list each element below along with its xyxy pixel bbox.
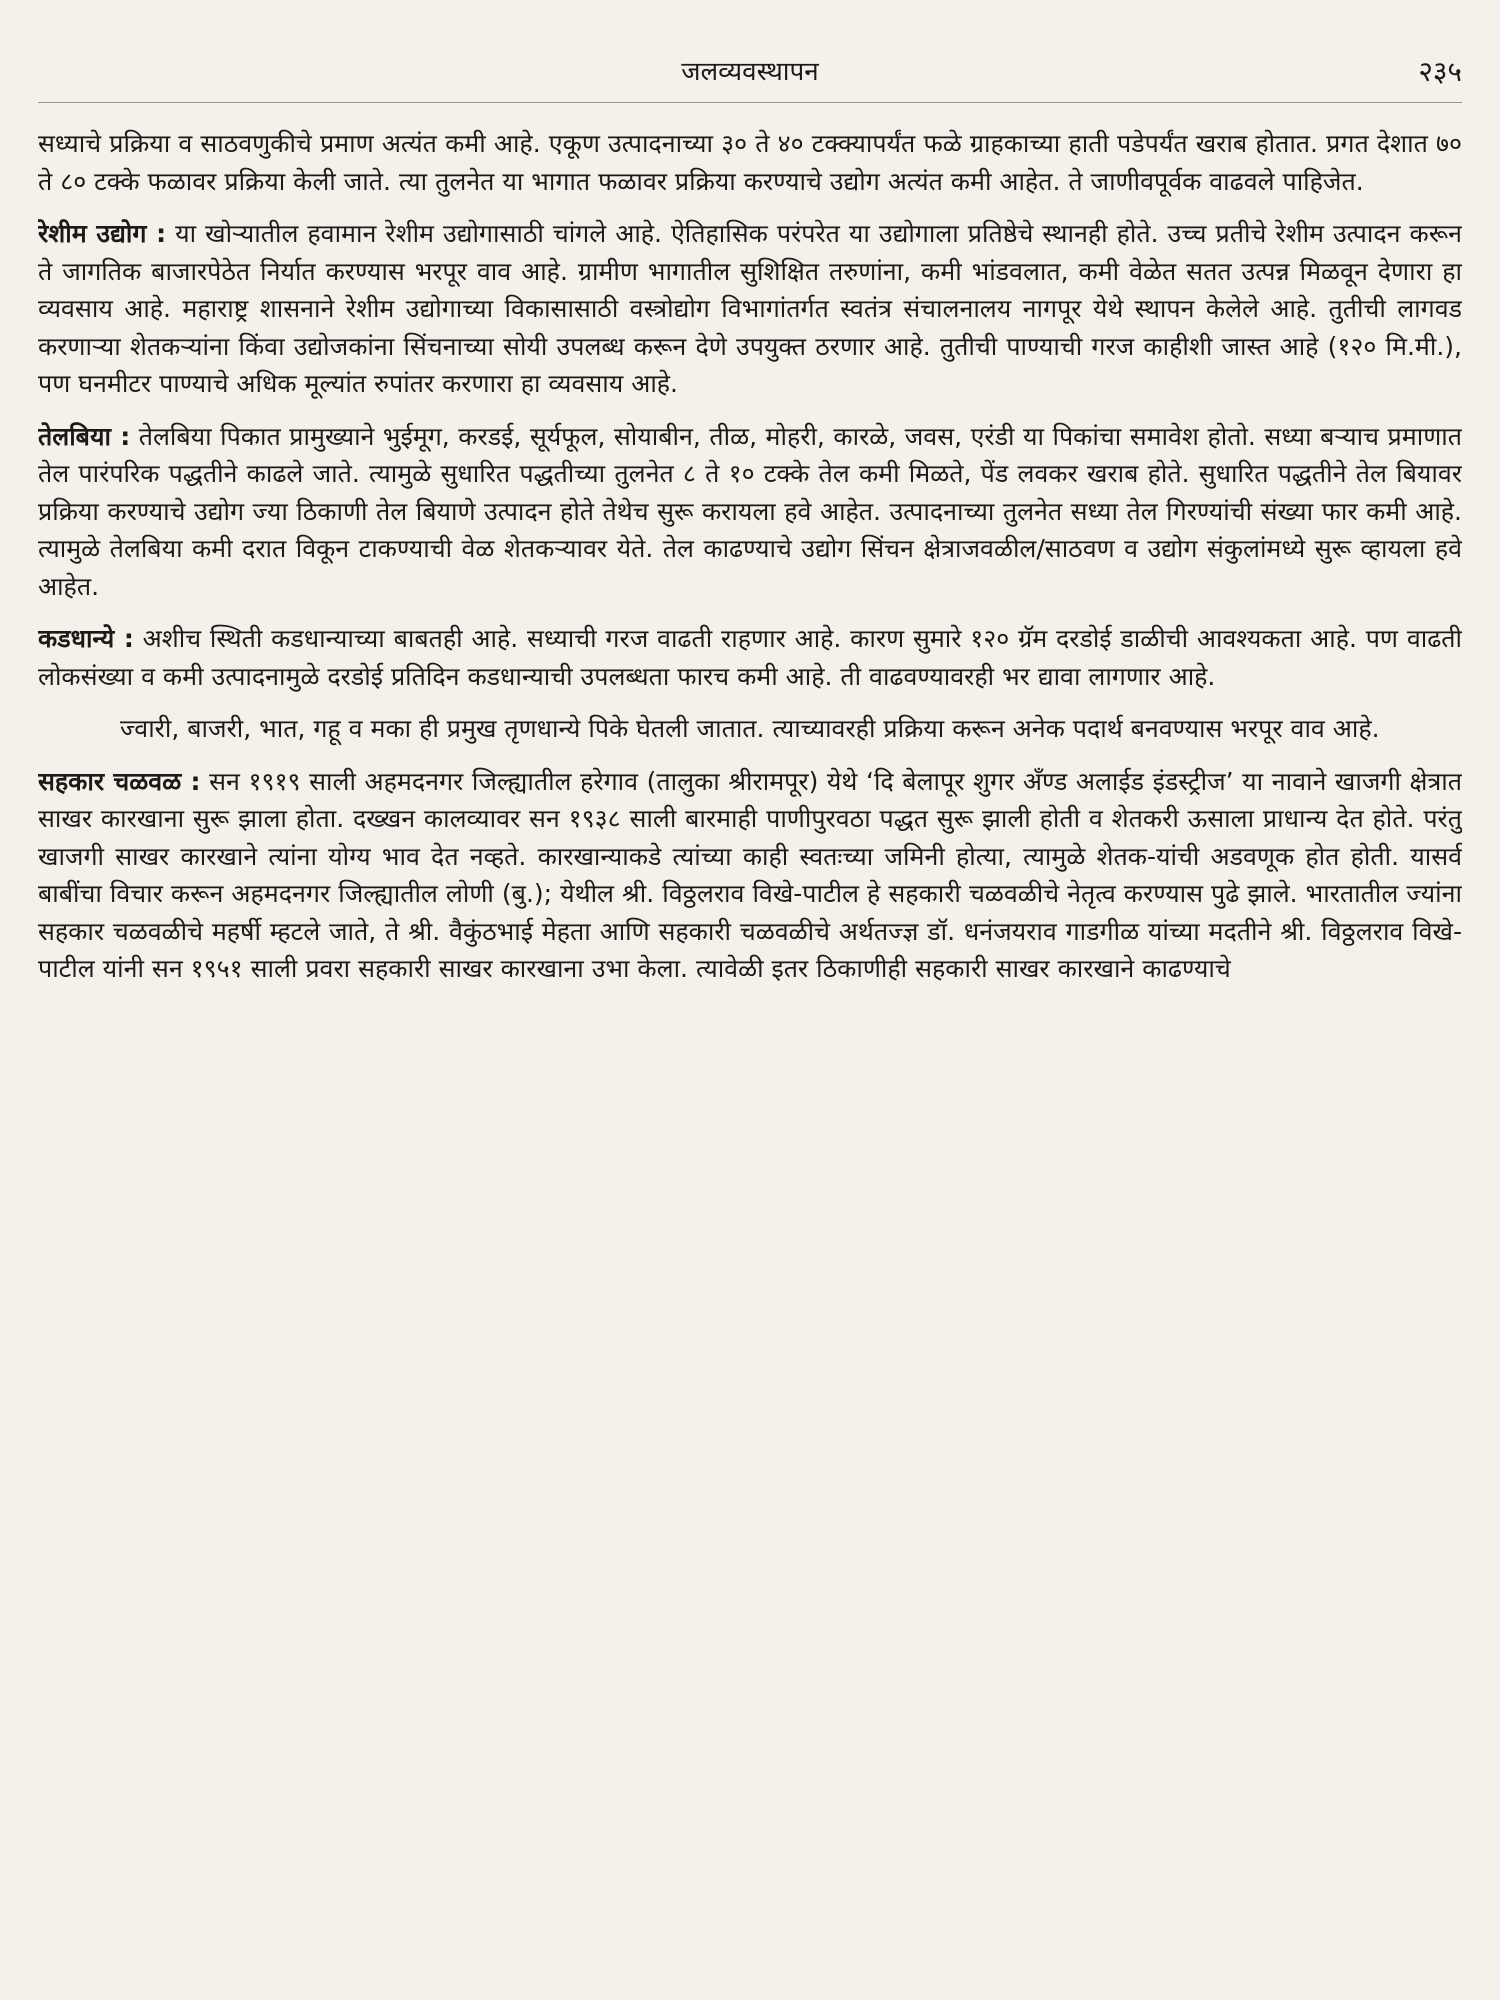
section-heading-cooperative-movement: सहकार चळवळ : [38, 766, 201, 796]
paragraph-cereals [38, 710, 1462, 748]
page-body [38, 125, 1462, 988]
paragraph-pulses [38, 620, 1462, 695]
paragraph-text: तेलबिया पिकात प्रामुख्याने भुईमूग, करडई, सूर्यफूल, सोयाबीन, तीळ, मोहरी, कारळे, जवस, एरंडी या पिकांचा समावेश होतो. सध्या बऱ्याच प्रमाणात तेल पारंपरिक पद्धतीने काढले जाते. त्यामुळे सुधारित पद्धतीच्या तुलनेत ८ ते १० टक्के तेल कमी मिळते, पेंड लवकर खराब होते. सुधारित पद्धतीने तेल बियावर प्रक्रिया करण्याचे उद्योग ज्या ठिकाणी तेल बियाणे उत्पादन होते तेथेच सुरू करायला हवे आहेत. उत्पादनाच्या तुलनेत सध्या तेल गिरण्यांची संख्या फार कमी आहे. त्यामुळे तेलबिया कमी दरात विकून टाकण्याची वेळ शेतकऱ्यावर येते. तेल काढण्याचे उद्योग सिंचन क्षेत्राजवळील/साठवण व उद्योग संकुलांमध्ये सुरू व्हायला हवे आहेत. [38, 421, 1462, 601]
paragraph-text: ज्वारी, बाजरी, भात, गहू व मका ही प्रमुख तृणधान्ये पिके घेतली जातात. त्याच्यावरही प्रक्रिया करून अनेक पदार्थ बनवण्यास भरपूर वाव आहे. [120, 714, 1380, 743]
section-heading-pulses: कडधान्ये : [38, 624, 134, 653]
running-header [38, 52, 1462, 103]
section-heading-oilseeds: तेलबिया : [38, 421, 131, 451]
book-page [38, 52, 1462, 1982]
paragraph-silk-industry [38, 215, 1462, 403]
paragraph-text: सन १९१९ साली अहमदनगर जिल्ह्यातील हरेगाव (तालुका श्रीरामपूर) येथे ‘दि बेलापूर शुगर अँण्ड अलाईड इंडस्ट्रीज’ या नावाने खाजगी क्षेत्रात साखर कारखाना सुरू झाला होता. दख्खन कालव्यावर सन १९३८ साली बारमाही पाणीपुरवठा पद्धत सुरू झाली होती व शेतकरी ऊसाला प्राधान्य देत होते. परंतु खाजगी साखर कारखाने त्यांना योग्य भाव देत नव्हते. कारखान्याकडे त्यांच्या काही स्वतःच्या जमिनी होत्या, त्यामुळे शेतक-यांची अडवणूक होत होती. यासर्व बाबींचा विचार करून अहमदनगर जिल्ह्यातील लोणी (बु.); येथील श्री. विठ्ठलराव विखे-पाटील हे सहकारी चळवळीचे नेतृत्व करण्यास पुढे झाले. भारतातील ज्यांना सहकार चळवळीचे महर्षी म्हटले जाते, ते श्री. वैकुंठभाई मेहता आणि सहकारी चळवळीचे अर्थतज्ज्ञ डॉ. धनंजयराव गाडगीळ यांच्या मदतीने श्री. विठ्ठलराव विखे-पाटील यांनी सन १९५१ साली प्रवरा सहकारी साखर कारखाना उभा केला. त्यावेळी इतर ठिकाणीही सहकारी साखर कारखाने काढण्याचे [38, 766, 1462, 983]
paragraph-text: या खोऱ्यातील हवामान रेशीम उद्योगासाठी चांगले आहे. ऐतिहासिक परंपरेत या उद्योगाला प्रतिष्ठेचे स्थानही होते. उच्च प्रतीचे रेशीम उत्पादन करून ते जागतिक बाजारपेठेत निर्यात करण्यास भरपूर वाव आहे. ग्रामीण भागातील सुशिक्षित तरुणांना, कमी भांडवलात, कमी वेळेत सतत उत्पन्न मिळवून देणारा हा व्यवसाय आहे. महाराष्ट्र शासनाने रेशीम उद्योगाच्या विकासासाठी वस्त्रोद्योग विभागांतर्गत स्वतंत्र संचालनालय नागपूर येथे स्थापन केलेले आहे. तुतीची लागवड करणाऱ्या शेतकऱ्यांना किंवा उद्योजकांना सिंचनाच्या सोयी उपलब्ध करून देणे उपयुक्त ठरणार आहे. तुतीची पाण्याची गरज काहीशी जास्त आहे (१२० मि.मी.), पण घनमीटर पाण्याचे अधिक मूल्यांत रुपांतर करणारा हा व्यवसाय आहे. [38, 219, 1462, 398]
running-title: जलव्यवस्थापन [681, 57, 819, 87]
paragraph-text: सध्याचे प्रक्रिया व साठवणुकीचे प्रमाण अत्यंत कमी आहे. एकूण उत्पादनाच्या ३० ते ४० टक्क्यापर्यंत फळे ग्राहकाच्या हाती पडेपर्यंत खराब होतात. प्रगत देशात ७० ते ८० टक्के फळावर प्रक्रिया केली जाते. त्या तुलनेत या भागात फळावर प्रक्रिया करण्याचे उद्योग अत्यंत कमी आहेत. ते जाणीवपूर्वक वाढवले पाहिजेत. [38, 129, 1462, 196]
page-number: २३५ [1418, 55, 1462, 88]
section-heading-silk-industry: रेशीम उद्योग : [38, 219, 167, 248]
paragraph-text: अशीच स्थिती कडधान्याच्या बाबतही आहे. सध्याची गरज वाढती राहणार आहे. कारण सुमारे १२० ग्रॅम दरडोई डाळीची आवश्यकता आहे. पण वाढती लोकसंख्या व कमी उत्पादनामुळे दरडोई प्रतिदिन कडधान्याची उपलब्धता फारच कमी आहे. ती वाढवण्यावरही भर द्यावा लागणार आहे. [38, 624, 1462, 691]
paragraph-processing-storage [38, 125, 1462, 200]
paragraph-cooperative-movement [38, 763, 1462, 988]
paragraph-oilseeds [38, 418, 1462, 606]
